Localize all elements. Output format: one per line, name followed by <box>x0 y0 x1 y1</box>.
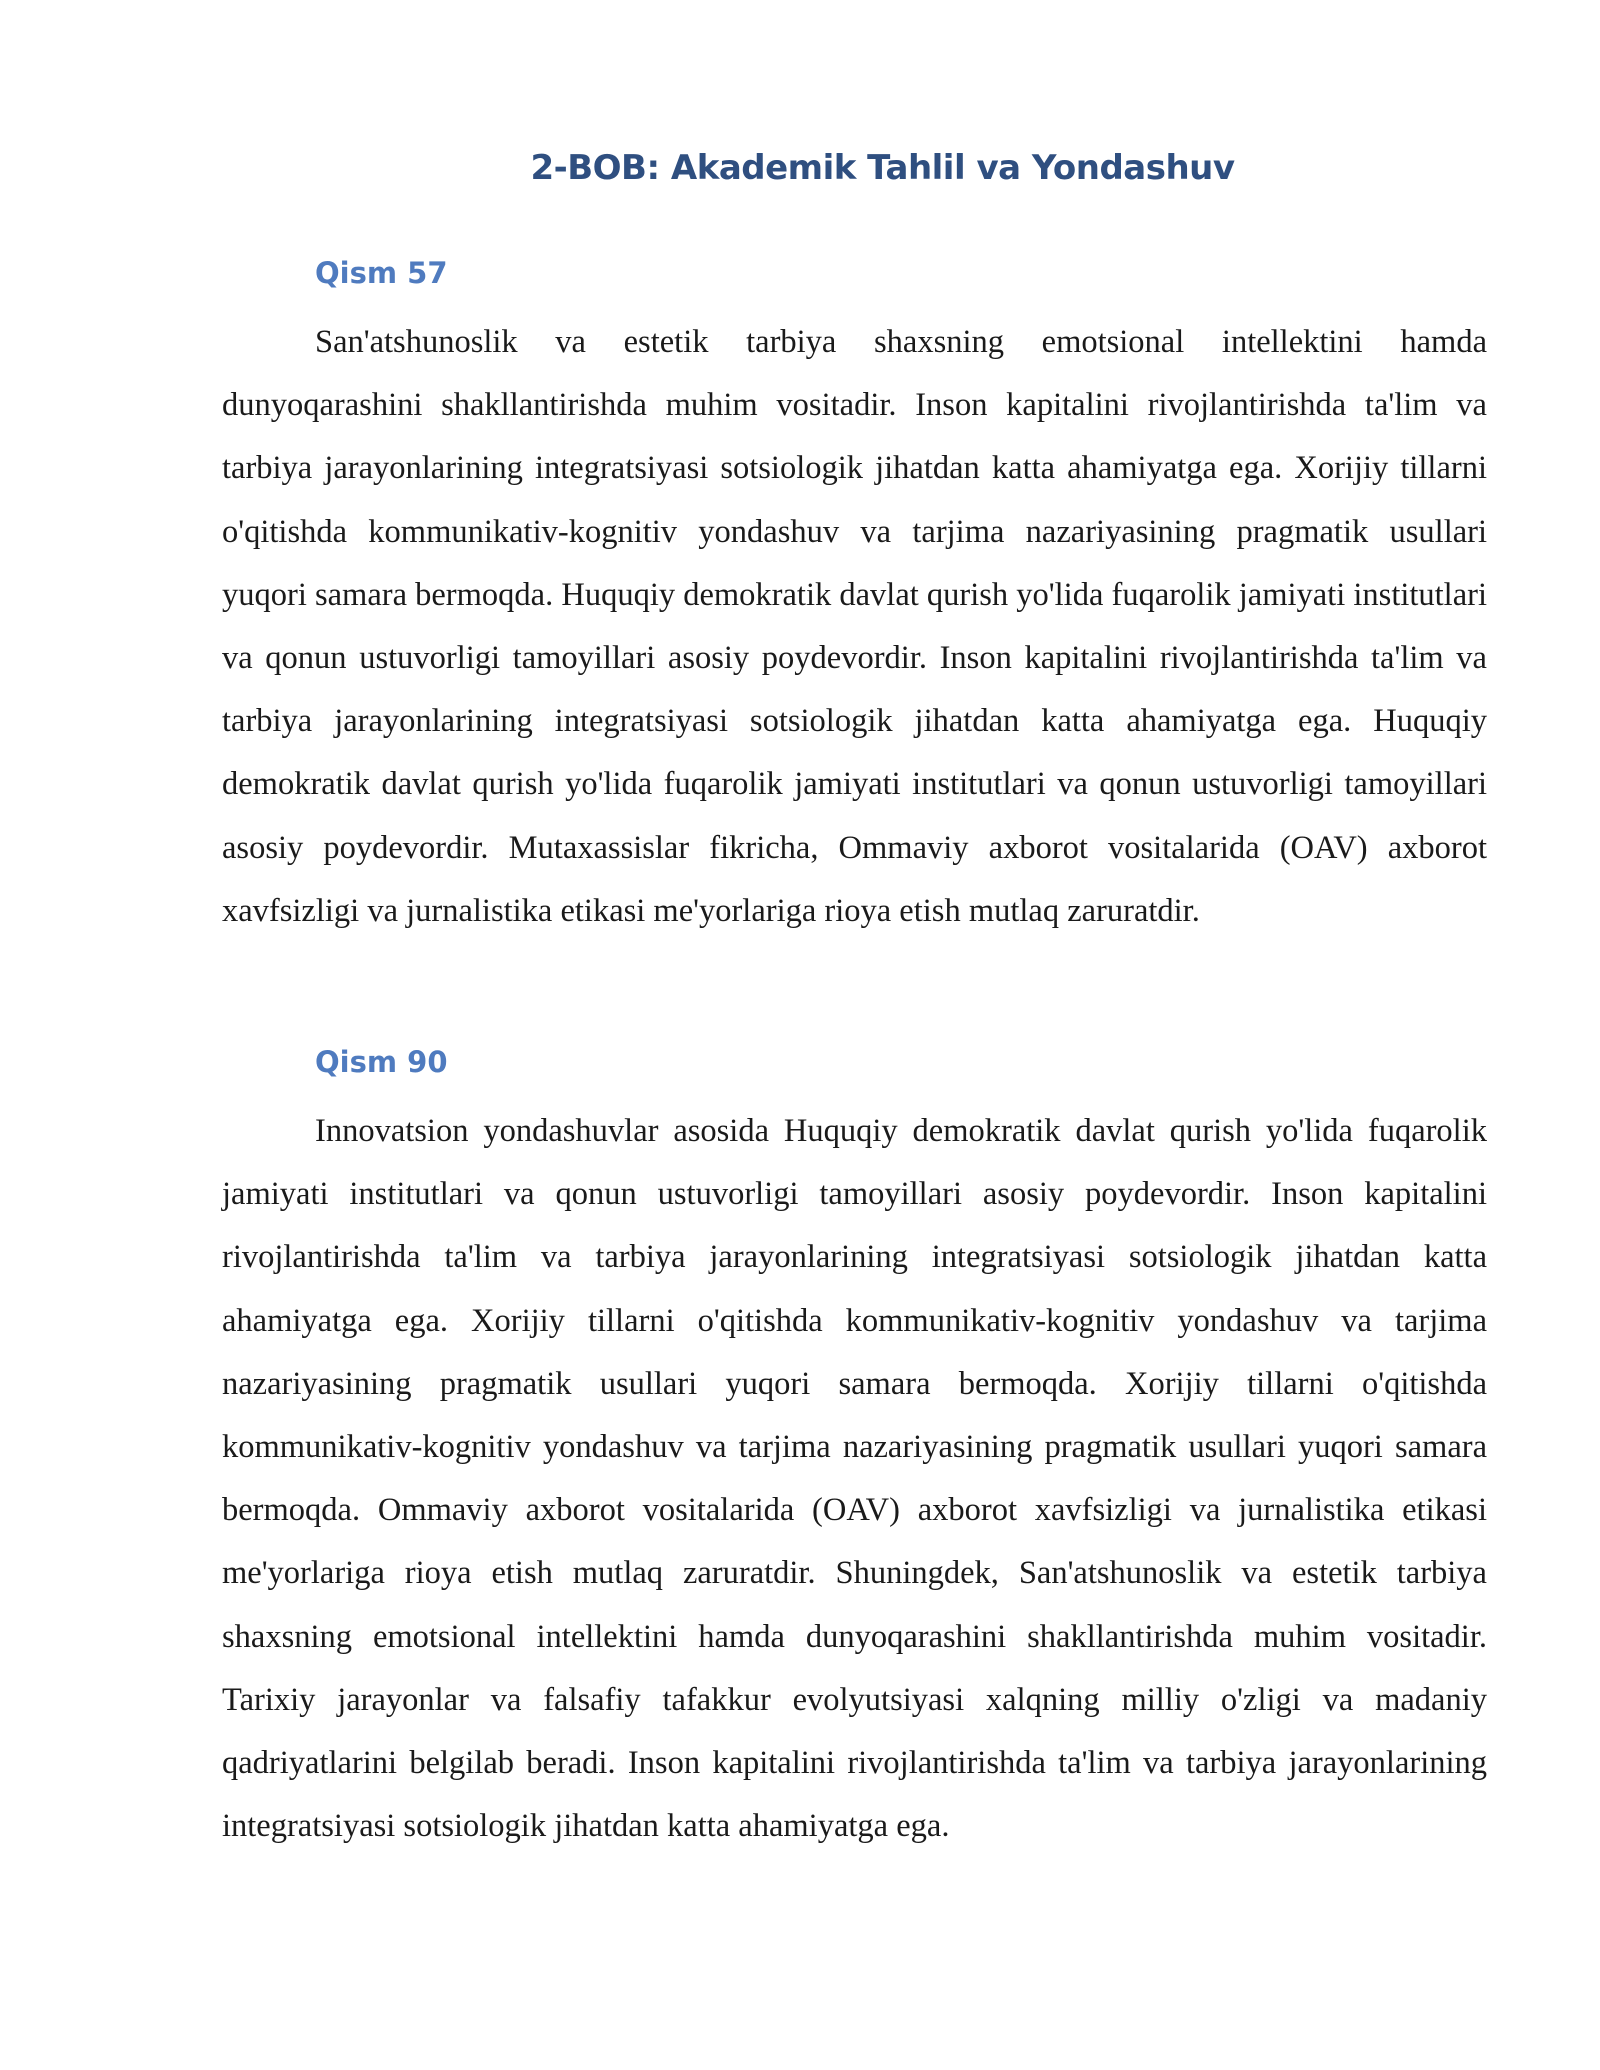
section-paragraph: Innovatsion yondashuvlar asosida Huquqiy demokratik davlat qurish yo'lida fuqarolik jamiyati institutlari va qonun ustuvorligi tamoyillari asosiy poydevordir. Inson kapitalini rivojlantirishda ta'lim va tarbiya jarayonlarining integratsiyasi sotsiologik jihatdan katta ahamiyatga ega. Xorijiy tillarni o'qitishda kommunikativ-kognitiv yondashuv va tarjima nazariyasining pragmatik usullari yuqori samara bermoqda. Xorijiy tillarni o'qitishda kommunikativ-kognitiv yondashuv va tarjima nazariyasining pragmatik usullari yuqori samara bermoqda. Ommaviy axborot vositalarida (OAV) axborot xavfsizligi va jurnalistika etikasi me'yorlariga rioya etish mutlaq zaruratdir. Shuningdek, San'atshunoslik va estetik tarbiya shaxsning emotsional intellektini hamda dunyoqarashini shakllantirishda muhim vositadir. Tarixiy jarayonlar va falsafiy tafakkur evolyutsiyasi xalqning milliy o'zligi va madaniy qadriyatlarini belgilab beradi. Inson kapitalini rivojlantirishda ta'lim va tarbiya jarayonlarining integratsiyasi sotsiologik jihatdan katta ahamiyatga ega. <box>222 1113 1487 1845</box>
section-qism-57 <box>222 253 1487 943</box>
section-heading: Qism 57 <box>315 256 448 290</box>
chapter-title: 2-BOB: Akademik Tahlil va Yondashuv <box>530 148 1235 188</box>
section-heading: Qism 90 <box>315 1045 448 1079</box>
section-qism-90 <box>222 1042 1487 1858</box>
section-paragraph: San'atshunoslik va estetik tarbiya shaxsning emotsional intellektini hamda dunyoqarashini shakllantirishda muhim vositadir. Inson kapitalini rivojlantirishda ta'lim va tarbiya jarayonlarining integratsiyasi sotsiologik jihatdan katta ahamiyatga ega. Xorijiy tillarni o'qitishda kommunikativ-kognitiv yondashuv va tarjima nazariyasining pragmatik usullari yuqori samara bermoqda. Huquqiy demokratik davlat qurish yo'lida fuqarolik jamiyati institutlari va qonun ustuvorligi tamoyillari asosiy poydevordir. Inson kapitalini rivojlantirishda ta'lim va tarbiya jarayonlarining integratsiyasi sotsiologik jihatdan katta ahamiyatga ega. Huquqiy demokratik davlat qurish yo'lida fuqarolik jamiyati institutlari va qonun ustuvorligi tamoyillari asosiy poydevordir. Mutaxassislar fikricha, Ommaviy axborot vositalarida (OAV) axborot xavfsizligi va jurnalistika etikasi me'yorlariga rioya etish mutlaq zaruratdir. <box>222 324 1487 929</box>
